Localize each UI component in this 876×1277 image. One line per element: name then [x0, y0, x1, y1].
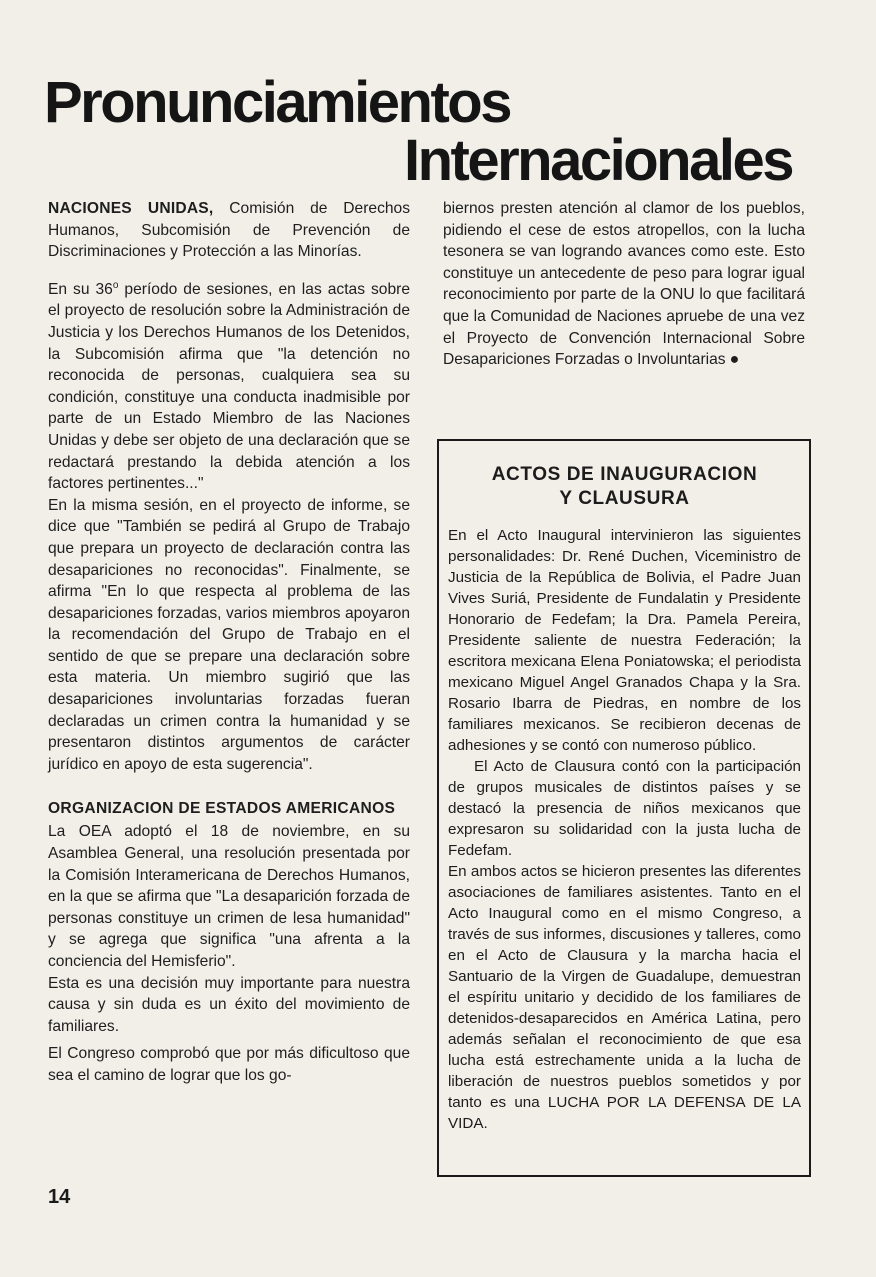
paragraph-misma-sesion: En la misma sesión, en el proyecto de informe, se dice que "También se pedirá al Grupo de Trabajo que prepara un proyecto de declaración contra las desapariciones no reconocidas". Finalmente, se afirma "En lo que respecta al problema de las desapariciones forzadas, varios miembros apoyaron la recomendación del Grupo de Trabajo en el sentido de que se prepare una declaración sobre esta materia. Un miembro sugirió que las desapariciones involuntarias forzadas fueran declaradas un crimen contra la humanidad y se presentaron distintos argumentos de carácter jurídico en apoyo de esta sugerencia".: [48, 496, 410, 773]
left-column: [48, 198, 410, 1087]
paragraph-text: En su 36: [48, 280, 113, 298]
right-column: [443, 198, 805, 371]
box-paragraph-ambos-actos: En ambos actos se hicieron presentes las diferentes asociaciones de familiares asistentes. Tanto en el Acto Inaugural como en el mismo Congreso, a través de sus informes, discusiones y talleres, como en el Acto de Clausura y la marcha hacia el Santuario de la Virgen de Guadalupe, demuestran el espíritu unitario y decidido de los familiares de detenidos-desaparecidos en América Latina, pero además señalan el reconocimiento de que esa lucha está estrechamente unida a la lucha de liberación de nuestros pueblos sometidos y por tanto es una LUCHA POR LA DEFENSA DE LA VIDA.: [448, 863, 801, 1132]
sidebar-box-actos: [437, 439, 811, 1177]
paragraph-36-periodo: [48, 275, 410, 495]
box-title-line-1: ACTOS DE INAUGURACION: [491, 464, 758, 485]
box-title-line-2: Y CLAUSURA: [559, 488, 690, 509]
box-paragraph-inaugural: En el Acto Inaugural intervinieron las siguientes personalidades: Dr. René Duchen, Viceministro de Justicia de la República de Bolivia, el Padre Juan Vives Suriá, Presidente de Fundalatin y Presidente Honorario de Fedefam; la Dra. Pamela Pereira, Presidente saliente de nuestra Federación; la escritora mexicana Elena Poniatowska; el periodista mexicano Miguel Angel Granados Chapa y la Sra. Rosario Ibarra de Piedras, en nombre de los familiares mexicanos. Se recibieron decenas de adhesiones y se contó con numeroso público.: [448, 527, 801, 754]
box-title: [448, 463, 801, 511]
paragraph-continuation: [443, 198, 805, 371]
end-bullet: ●: [729, 351, 740, 369]
paragraph-naciones-unidas: [48, 198, 410, 263]
paragraph-oea: La OEA adoptó el 18 de noviembre, en su Asamblea General, una resolución presentada por la Comisión Interamericana de Derechos Humanos, en la que se afirma que "La desaparición forzada de personas constituye un crimen de lesa humanidad" y se agrega que significa "una afrenta a la conciencia del Hemisferio".: [48, 823, 410, 970]
lead-naciones-unidas: NACIONES UNIDAS,: [48, 200, 214, 217]
paragraph-text: período de sesiones, en las actas sobre el proyecto de resolución sobre la Administración de Justicia y los Derechos Humanos de los Detenidos, la Subcomisión afirma que "la detención no reconocida de personas, cualquiera sea su condición, constituye una conducta inadmisible por parte de un Estado Miembro de las Naciones Unidas y debe ser objeto de una declaración que se redactará prestando la debida atención a los factores pertinentes...": [48, 280, 410, 493]
page-title-line-2: Internacionales: [404, 128, 792, 193]
paragraph-text: Comisión de Derechos Humanos, Subcomisión de Prevención de Discriminaciones y Protección a las Minorías.: [48, 200, 411, 261]
page-title-line-1: Pronunciamientos: [44, 70, 510, 135]
paragraph-congreso: El Congreso comprobó que por más dificultoso que sea el camino de lograr que los go-: [48, 1045, 410, 1084]
paragraph-decision: Esta es una decisión muy importante para nuestra causa y sin duda es un éxito del movimiento de familiares.: [48, 974, 410, 1035]
section-heading-oea: ORGANIZACION DE ESTADOS AMERICANOS: [48, 800, 396, 818]
paragraph-text: biernos presten atención al clamor de los pueblos, pidiendo el cese de estos atropellos, con la lucha tesonera se van logrando avances como este. Esto constituye un antecedente de peso para lograr igual reconocimiento por parte de la ONU lo que facilitará que la Comunidad de Naciones apruebe de una vez el Proyecto de Convención Internacional Sobre Desapariciones Forzadas o Involuntarias: [443, 200, 805, 369]
page-number: 14: [48, 1186, 71, 1208]
box-paragraph-clausura: El Acto de Clausura contó con la participación de grupos musicales de distintos países y se destacó la presencia de niños mexicanos que expresaron su solidaridad con la justa lucha de Fedefam.: [448, 758, 801, 859]
ordinal-superscript: o: [112, 279, 119, 291]
